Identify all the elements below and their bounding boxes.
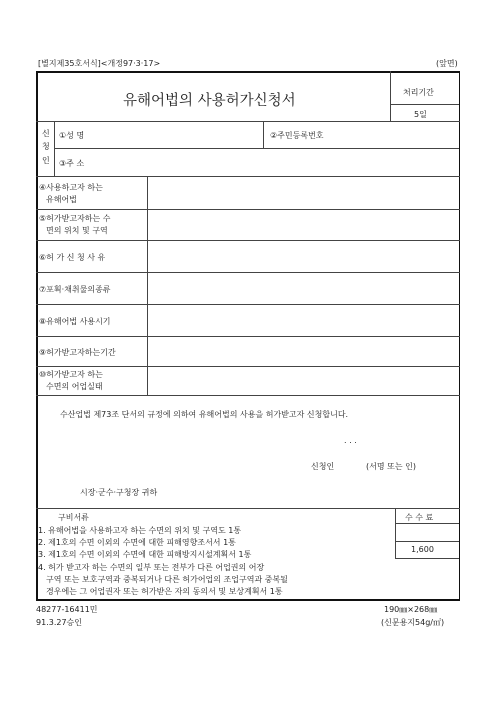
fee-box-bottom <box>395 558 459 559</box>
form-title: 유해어법의 사용허가신청서 <box>123 93 296 109</box>
document-item-4b: 구역 또는 보호구역과 중복되거나 다른 허가어업의 조업구역과 중복될 <box>46 575 288 584</box>
footer-approval: 91.3.27승인 <box>36 618 82 627</box>
fee-value: 1,600 <box>411 545 434 554</box>
row5-label-line1: ⑤허가받고자하는 수 <box>39 214 111 223</box>
frame-bottom <box>36 599 460 601</box>
processing-split <box>390 104 459 105</box>
id-divider <box>263 121 264 148</box>
statement-bottom-line <box>36 508 460 509</box>
row4-label-line1: ④사용하고자 하는 <box>39 183 103 192</box>
row9-label: ⑨허가받고자하는기간 <box>39 348 116 357</box>
row6-bottom-line <box>36 272 460 273</box>
frame-top <box>36 71 460 73</box>
id-label: ②주민등록번호 <box>270 131 324 140</box>
fee-label: 수 수 료 <box>405 513 434 522</box>
applicant-group-1: 신 <box>42 129 50 138</box>
applicant-bottom-line <box>36 176 460 177</box>
footer-paper: (신문용지54g/㎡) <box>381 618 445 627</box>
row7-bottom-line <box>36 304 460 305</box>
title-bottom-line <box>36 121 460 122</box>
processing-divider <box>390 71 391 121</box>
row5-label-line2: 면의 위치 및 구역 <box>46 226 108 235</box>
recipient: 시장·군수·구청장 귀하 <box>80 488 158 497</box>
documents-title: 구비서류 <box>58 513 89 522</box>
row10-bottom-line <box>36 395 460 396</box>
row4-label-line2: 유해어법 <box>46 195 77 204</box>
row5-bottom-line <box>36 240 460 241</box>
fee-box-left <box>395 508 396 558</box>
row8-label: ⑧유해어법 사용시기 <box>39 317 111 326</box>
statement-text: 수산업법 제73조 단서의 규정에 의하여 유해어법의 사용을 허가받고자 신청합니다. <box>60 410 349 419</box>
date-field[interactable]: . . . <box>344 436 357 445</box>
applicant-group-3: 인 <box>42 156 50 165</box>
footer-size: 190㎜×268㎜ <box>384 605 438 614</box>
name-bottom-line <box>54 148 459 149</box>
footer-code: 48277-16411민 <box>36 605 98 614</box>
document-item-1: 1. 유해어법을 사용하고자 하는 수면의 위치 및 구역도 1통 <box>38 526 242 535</box>
sign-note: (서명 또는 인) <box>366 462 416 471</box>
name-label: ①성 명 <box>59 131 85 140</box>
applicant-group-2: 청 <box>42 142 50 151</box>
processing-value: 5일 <box>414 110 427 119</box>
row6-label: ⑥허 가 신 청 사 유 <box>39 253 106 262</box>
form-number: [별지제35호서식]<개정97·3·17> <box>38 59 161 68</box>
fee-box-split-1 <box>395 523 459 524</box>
document-item-2: 2. 제1호의 수면 이외의 수면에 대한 피해영향조서서 1통 <box>38 538 236 547</box>
processing-label: 처리기간 <box>403 88 434 97</box>
document-item-4c: 경우에는 그 어업권자 또는 허가받은 자의 동의서 및 보상계획서 1통 <box>46 587 283 596</box>
row10-label-line1: ⑩허가받고자 하는 <box>39 370 103 379</box>
signer-label: 신청인 <box>311 462 335 471</box>
row7-label: ⑦포획·채취물의종류 <box>39 285 111 294</box>
row4-bottom-line <box>36 209 460 210</box>
row10-label-line2: 수면의 어업실태 <box>46 382 103 391</box>
address-label: ③주 소 <box>59 159 85 168</box>
page-side-label: (앞면) <box>436 59 458 68</box>
fee-box-split-2 <box>395 541 459 542</box>
row9-bottom-line <box>36 366 460 367</box>
document-item-3: 3. 제1호의 수면 이외의 수면에 대한 피해방지시설계획서 1통 <box>38 550 252 559</box>
document-item-4a: 4. 허가 받고자 하는 수면의 일부 또는 전부가 다른 어업권의 어장 <box>38 563 265 572</box>
row8-bottom-line <box>36 336 460 337</box>
